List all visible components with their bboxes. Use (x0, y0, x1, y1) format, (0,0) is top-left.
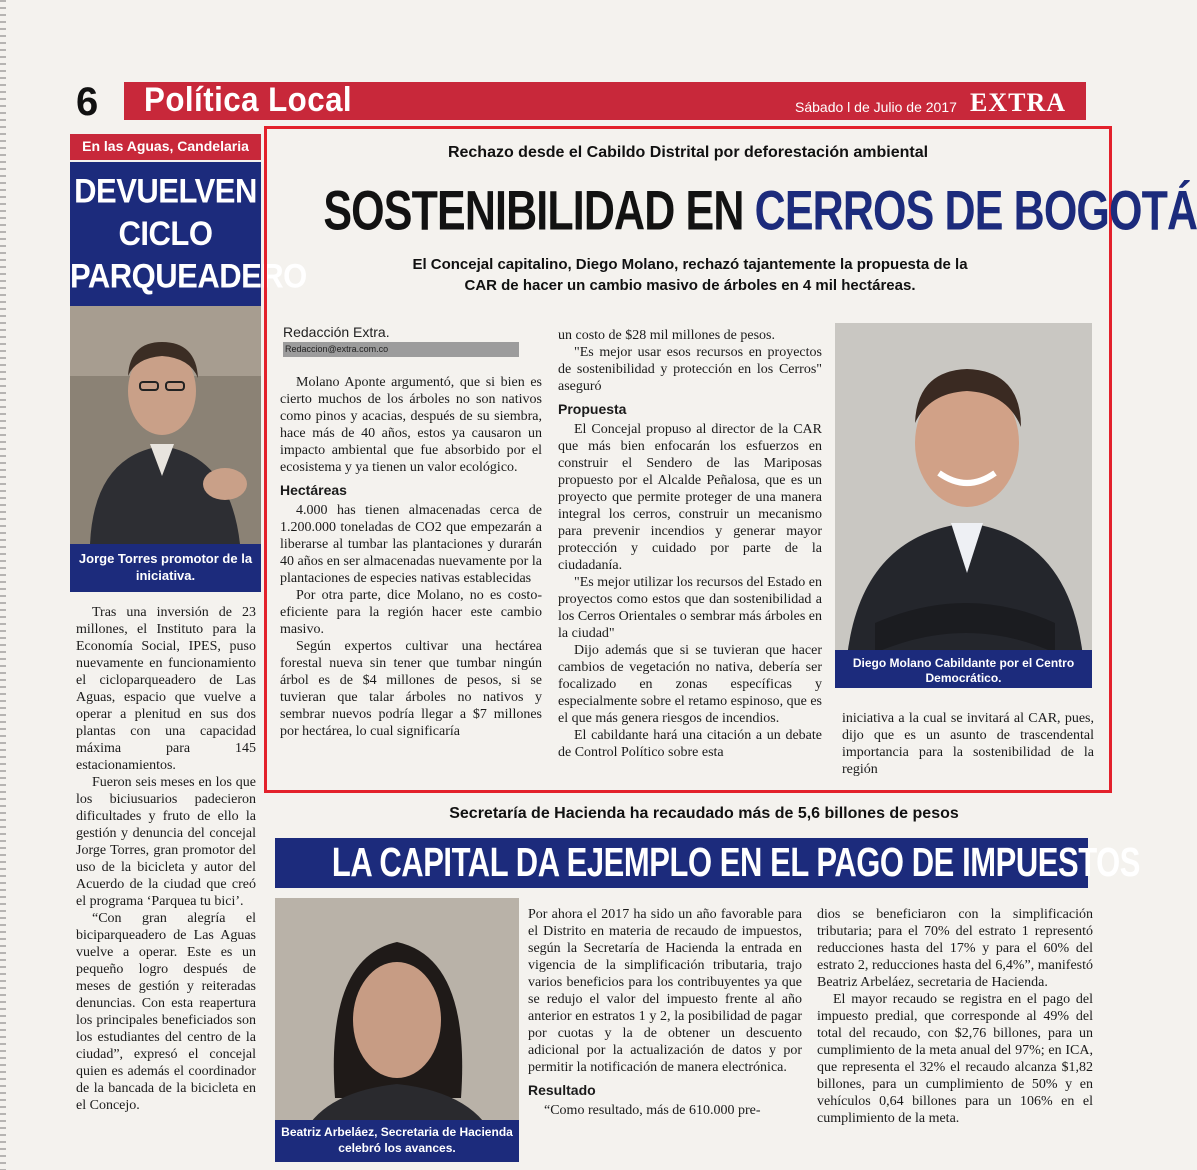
paragraph: iniciativa a la cual se invitará al CAR, pues, dijo que es un asunto de trascendental importancia para la sostenibilidad de la región (842, 711, 1094, 777)
paragraph: un costo de $28 mil millones de pesos. (558, 328, 775, 343)
second-story-column-1 (528, 906, 802, 1119)
second-story-headline: LA CAPITAL DA EJEMPLO EN EL PAGO DE IMPUESTOS (331, 839, 1140, 885)
photo-caption-arbelaez: Beatriz Arbeláez, Secretaria de Hacienda celebró los avances. (281, 1125, 513, 1155)
left-story-kicker: En las Aguas, Candelaria (82, 138, 249, 154)
byline-email: Redaccion@extra.com.co (285, 344, 389, 354)
left-story-body (76, 604, 256, 1114)
paragraph: “Como resultado, más de 610.000 pre- (544, 1103, 761, 1118)
paragraph: Molano Aponte argumentó, que si bien es cierto muchos de los árboles no son nativos como pinos y acacias, después de su siembra, hace más de 40 años, estos ya causaron un impacto ambiental que fue absorbido por el ecosistema y ya tienen un valor ecológico. (280, 375, 542, 475)
paragraph: El Concejal propuso al director de la CAR que más bien enfocarán los esfuerzos en construir el Sendero de las Mariposas propuesto por el Alcalde Peñalosa, que es un proyecto que permite proteger de una manera integral los cerros, construir un mecanismo para prevenir incendios y generar mayor protección y cuidado por parte de la ciudadanía. (558, 422, 822, 573)
paragraph: El cabildante hará una citación a un debate de Control Político sobre esta (558, 728, 822, 760)
photo-diego-molano (835, 323, 1092, 686)
photo-caption-torres: Jorge Torres promotor de la iniciativa. (78, 551, 253, 583)
paragraph: 4.000 has tienen almacenadas cerca de 1.200.000 toneladas de CO2 que empezarán a liberarse al tumbar las plantaciones y durarán 40 años en ser almacenadas nuevamente por la plantaciones de especies nativas establecidas (280, 503, 542, 586)
feature-column-2 (558, 327, 822, 761)
paragraph: dios se beneficiaron con la simplificación tributaria; para el 70% del estrato 1 representó reducciones hasta del 17% y para el 60% del estrato 2, reducciones hasta del 6,4%”, manifestó Beatriz Arbeláez, secretaria de Hacienda. (817, 907, 1093, 990)
second-story-kicker: Secretaría de Hacienda ha recaudado más de 5,6 billones de pesos (449, 805, 959, 822)
feature-kicker: Rechazo desde el Cabildo Distrital por deforestación ambiental (447, 144, 929, 161)
paragraph: "Es mejor utilizar los recursos del Estado en proyectos como estos que dan sostenibilidad a los Cerros Orientales o sembrar más árboles en la ciudad" (558, 575, 822, 641)
paragraph: Por otra parte, dice Molano, no es costo-eficiente para la región hacer este cambio masivo. (280, 588, 542, 637)
feature-column-3 (842, 710, 1094, 778)
paragraph: Por ahora el 2017 ha sido un año favorable para el Distrito en materia de recaudo de impuestos, según la Secretaría de Hacienda la entrada en vigencia de la simplificación tributaria, trajo varios beneficios para los contribuyentes ya que se redujo el valor del impuesto frente al año anterior en estratos 1 y 2, la posibilidad de pagar por cuotas y la de obtener un descuento adicional por la actualización de datos y por permitir la notificación de manera electrónica. (528, 907, 802, 1075)
scan-edge (0, 0, 6, 1170)
left-story-headline: DEVUELVEN CICLO PARQUEADERO (70, 171, 307, 296)
subhead: Resultado (528, 1082, 596, 1098)
photo-caption-molano: Diego Molano Cabildante por el Centro Democrático. (852, 656, 1075, 685)
paragraph: "Es mejor usar esos recursos en proyectos de sostenibilidad y protección en los Cerros" aseguró (558, 345, 822, 394)
subhead: Propuesta (558, 401, 627, 417)
paragraph: Según expertos cultivar una hectárea forestal nueva sin tener que tumbar ningún árbol es de $4 millones de pesos, si se tuvieran que talar árboles no nativos y sembrar nuevos podría llegar a $7 millones por hectárea, lo cual significaría (280, 639, 542, 739)
portrait-man-icon (70, 306, 261, 544)
page-number: 6 (76, 80, 99, 124)
feature-deck: El Concejal capitalino, Diego Molano, rechazó tajantemente la propuesta de la CAR de hacer un cambio masivo de árboles en 4 mil hectáreas. (412, 256, 968, 294)
photo-jorge-torres (70, 306, 261, 544)
portrait-man-icon (835, 323, 1092, 686)
feature-column-1 (280, 374, 542, 740)
feature-headline (323, 178, 1197, 243)
second-story-column-2 (817, 906, 1093, 1127)
section-title: Política Local (144, 81, 353, 119)
headline-part-black: SOSTENIBILIDAD EN (323, 179, 744, 242)
paragraph: “Con gran alegría el biciparqueadero de Las Aguas vuelve a operar. Este es un pequeño logro después de meses de gestión y reiteradas denuncias. Con esta reapertura los principales beneficiados son los estudiantes del centro de la ciudad”, expresó el concejal quien es además el coordinador de la bancada de la bicicleta en el Concejo. (76, 911, 256, 1113)
headline-part-blue: CERROS DE BOGOTÁ (754, 179, 1197, 242)
paragraph: Tras una inversión de 23 millones, el Instituto para la Economía Social, IPES, puso nuevamente en funcionamiento el cicloparqueadero de Las Aguas, espacio que vuelve a operar a plenitud en sus dos plantas con una capacidad máxima para 145 estacionamientos. (76, 605, 256, 773)
paragraph: El mayor recaudo se registra en el pago del impuesto predial, que corresponde al 49% del total del recaudo, con $2,76 billones, para un cumplimiento de la meta anual del 97%; en ICA, que representa el 32% el recaudo alcanza $1,82 billones, para un cumplimiento de 50% y en vehículos 0,64 billones para un 106% en el cumplimiento de la meta. (817, 992, 1093, 1126)
byline: Redacción Extra. (283, 324, 390, 340)
paragraph: Fueron seis meses en los que los biciusuarios padecieron dificultades y fruto de ello la gestión y denuncia del concejal Jorge Torres, gran promotor del uso de la bicicleta y autor del Acuerdo de la ciudad que creó el programa ‘Parquea tu bici’. (76, 775, 256, 909)
brand-logo: EXTRA (970, 88, 1067, 117)
issue-date: Sábado l de Julio de 2017 (795, 99, 957, 115)
paragraph: Dijo además que si se tuvieran que hacer cambios de vegetación no nativa, debería ser focalizado en zonas específicas y especialmente sobre el retamo espinoso, que es el que más genera riesgos de incendios. (558, 643, 822, 726)
subhead: Hectáreas (280, 482, 347, 498)
